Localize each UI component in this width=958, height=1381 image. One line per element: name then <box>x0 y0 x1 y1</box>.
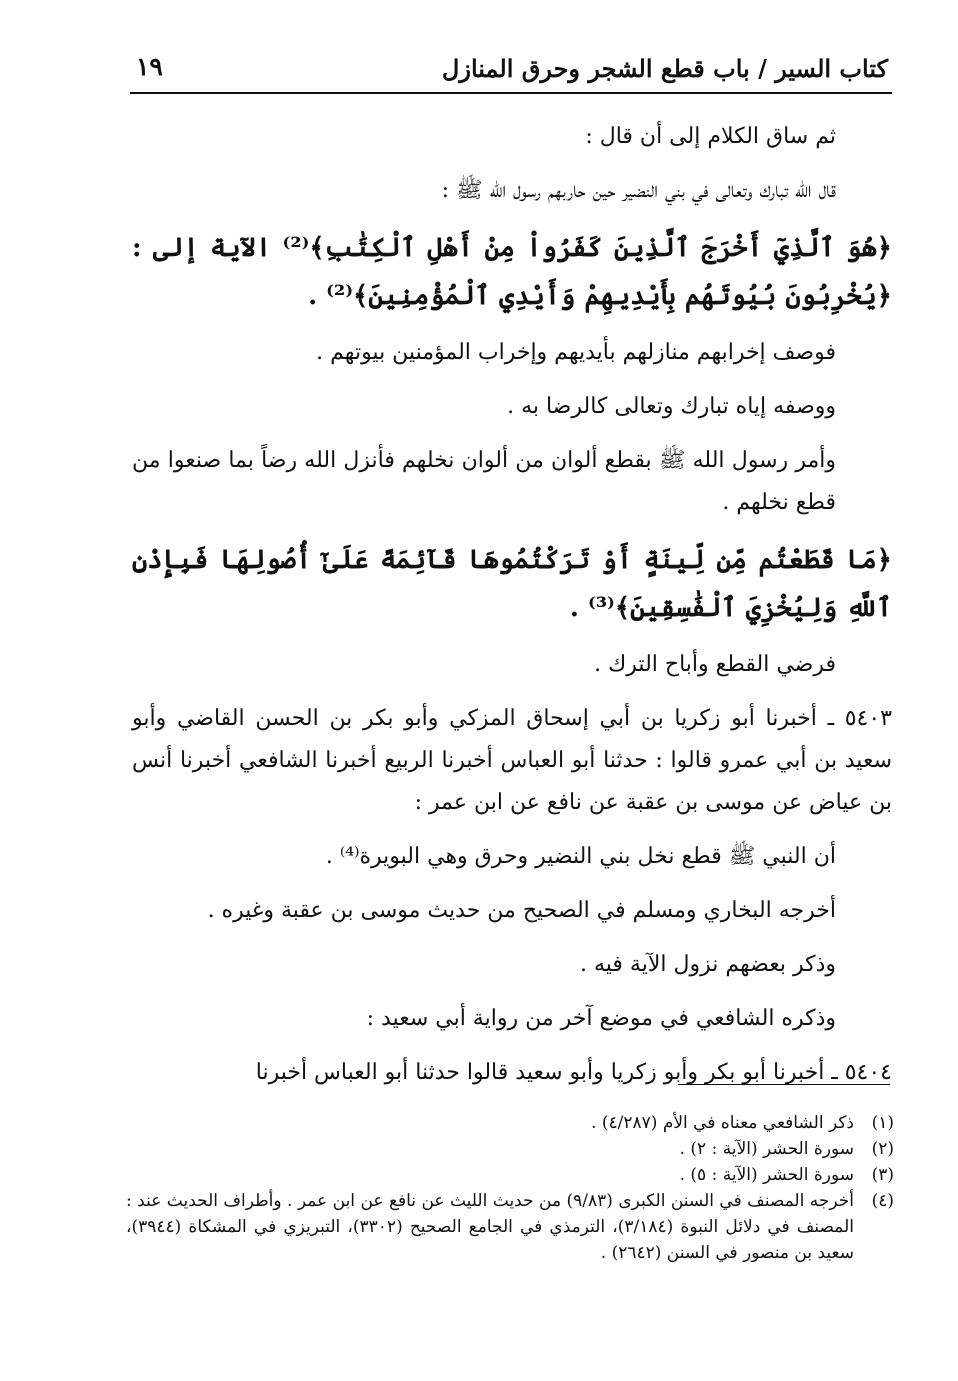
paragraph: أخرجه البخاري ومسلم في الصحيح من حديث موسى بن عقبة وغيره . <box>207 898 836 923</box>
footnote-text: سورة الحشر (الآية : ٢) . <box>679 1139 854 1159</box>
footnote-number: (٣) <box>871 1165 894 1185</box>
footnote-text: ذكر الشافعي معناه في الأم (٤/٢٨٧) . <box>591 1113 854 1133</box>
paragraph: أن النبي ﷺ قطع نخل بني النضير وحرق وهي البويرة⁽⁴⁾ . <box>325 844 836 869</box>
paragraph: فوصف إخرابهم منازلهم بأيديهم وإخراب المؤمنين بيوتهم . <box>316 340 836 365</box>
footnote <box>126 1136 894 1162</box>
paragraph: وأمر رسول الله ﷺ بقطع ألوان من ألوان نخلهم فأنزل الله رضاً بما صنعوا من قطع نخلهم . <box>132 448 836 515</box>
quran-verse: ﴿هُوَ ٱلَّذِيٓ أَخْرَجَ ٱلَّذِينَ كَفَرُواْ مِنْ أَهْلِ ٱلْكِتَٰبِ﴾⁽²⁾ الآية إلى : ﴿يُخْرِبُونَ بُيُوتَهُم بِأَيْدِيهِمْ وَأَيْدِي ٱلْمُؤْمِنِينَ﴾⁽²⁾ . <box>132 233 893 311</box>
footnote <box>126 1188 894 1266</box>
paragraph: وذكره الشافعي في موضع آخر من رواية أبي سعيد : <box>366 1006 836 1031</box>
paragraph: وذكر بعضهم نزول الآية فيه . <box>580 952 836 977</box>
footnote-number: (١) <box>871 1113 894 1133</box>
footnotes <box>126 1110 894 1266</box>
quran-verse: ﴿مَا قَطَعْتُم مِّن لِّينَةٍ أَوْ تَرَكْتُمُوهَا قَآئِمَةً عَلَىٰٓ أُصُولِهَا فَبِإِذْنِ ٱللَّهِ وَلِيُخْزِيَ ٱلْفَٰسِقِينَ﴾⁽³⁾ . <box>132 545 892 623</box>
footnote-text: أخرجه المصنف في السنن الكبرى (٩/٨٣) من حديث الليث عن نافع عن ابن عمر . وأطراف الحديث عند : المصنف في دلائل النبوة (٣/١٨٤)، الترمذي في الجامع الصحيح (٣٣٠٢)، التبريزي في المشكاة (٣٩٤٤)، سعيد بن منصور في السنن (٢٦٤٢) . <box>126 1191 855 1263</box>
footnote-text: سورة الحشر (الآية : ٥) . <box>679 1165 854 1185</box>
footnote-number: (٤) <box>871 1191 894 1211</box>
footnote-rule <box>678 1084 890 1085</box>
header-rule <box>130 92 892 94</box>
page-number: ١٩ <box>136 52 163 81</box>
header-title: كتاب السير / باب قطع الشجر وحرق المنازل <box>441 54 888 83</box>
paragraph: قال الله تبارك وتعالى في بني النضير حين حاربهم رسول الله ﷺ : <box>441 178 836 203</box>
paragraph: فرضي القطع وأباح الترك . <box>594 652 836 677</box>
hadith-5404: ٥٤٠٤ ـ أخبرنا أبو بكر وأبو زكريا وأبو سعيد قالوا حدثنا أبو العباس أخبرنا <box>255 1060 892 1085</box>
footnote <box>126 1110 894 1136</box>
body-text <box>132 116 892 1106</box>
hadith-5403: ٥٤٠٣ ـ أخبرنا أبو زكريا بن أبي إسحاق المزكي وأبو بكر بن الحسن القاضي وأبو سعيد بن أبي عمرو قالوا : حدثنا أبو العباس أخبرنا الربيع أخبرنا الشافعي أخبرنا أنس بن عياض عن موسى بن عقبة عن نافع عن ابن عمر : <box>132 706 892 815</box>
footnote <box>126 1162 894 1188</box>
paragraph: ووصفه إياه تبارك وتعالى كالرضا به . <box>507 394 836 419</box>
paragraph: ثم ساق الكلام إلى أن قال : <box>585 124 836 149</box>
footnote-number: (٢) <box>871 1139 894 1159</box>
running-header <box>130 48 892 96</box>
